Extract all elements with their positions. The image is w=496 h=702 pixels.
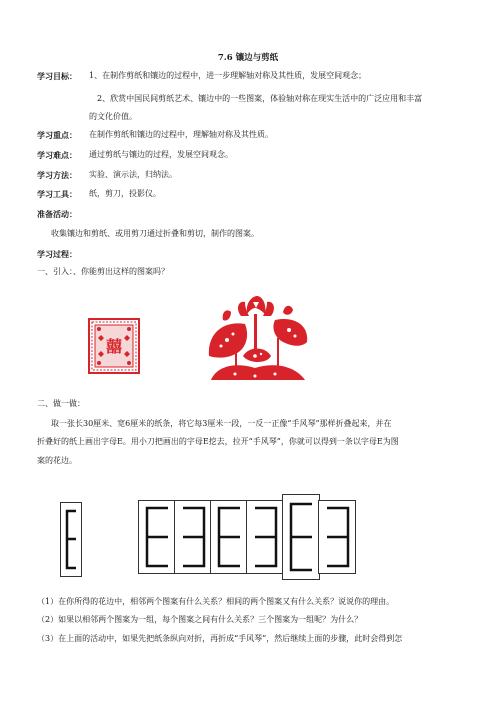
tools-text: 纸，剪刀，投影仪。 xyxy=(89,189,161,198)
activity-paragraph-line-1: 取一张长30厘米、宽6厘米的纸条，将它每3厘米一段，一反一正像“手风琴”那样折叠起来，并在 xyxy=(51,419,392,428)
objective-item-1: 1、在制作剪纸和镶边的过程中，进一步理解轴对称及其性质，发展空间观念； xyxy=(89,71,367,80)
e-pattern-shapes xyxy=(138,494,356,580)
objective-item-2-line-1: 2、欣赏中国民间剪纸艺术、镶边中的一些图案，体验轴对称在现实生活中的广泛应用和丰富 xyxy=(97,94,423,103)
objective-item-2-line-2: 的文化价值。 xyxy=(89,112,137,121)
svg-text:囍: 囍 xyxy=(105,337,123,356)
activity-paragraph-line-3: 案的花边。 xyxy=(37,456,77,465)
activity-heading: 二、做一做： xyxy=(37,399,85,408)
difficulties-label: 学习难点： xyxy=(37,150,77,160)
letter-e-shape xyxy=(61,503,81,576)
key-points-text: 在制作剪纸和镶边的过程中，理解轴对称及其性质。 xyxy=(89,130,273,139)
page-title: 7.6 镶边与剪纸 xyxy=(217,53,279,63)
double-happiness-paper-cut xyxy=(88,318,140,374)
preparation-text: 收集镶边和剪纸、或用剪刀通过折叠和剪切，制作的图案。 xyxy=(51,229,259,238)
question-3: （3）在上面的活动中，如果先把纸条纵向对折，再折成“手风琴”，然后继续上面的步骤，此时会得到怎 xyxy=(37,634,403,643)
key-points-label: 学习重点： xyxy=(37,130,77,140)
question-1: （1）在你所得的花边中，相邻两个图案有什么关系？相间的两个图案又有什么关系？说说你的理由。 xyxy=(37,597,395,606)
process-label: 学习过程： xyxy=(37,249,77,259)
tools-label: 学习工具： xyxy=(37,189,77,199)
methods-text: 实验、演示法，归纳法。 xyxy=(89,170,177,179)
activity-paragraph-line-2: 折叠好的纸上画出字母E。用小刀把画出的字母E挖去，拉开“手风琴”，你就可以得到一条以字母E为图 xyxy=(37,437,399,446)
methods-label: 学习方法： xyxy=(37,170,77,180)
e-border-strip xyxy=(138,494,356,580)
letter-e-panel xyxy=(60,502,82,577)
preparation-label: 准备活动： xyxy=(37,209,77,219)
objectives-label: 学习目标： xyxy=(37,71,77,81)
question-2: （2）如果以相邻两个图案为一组，每个图案之间有什么关系？三个图案为一组呢？为什么？ xyxy=(37,615,363,624)
difficulties-text: 通过剪纸与镶边的过程，发展空间观念。 xyxy=(89,150,233,159)
lotus-frog-paper-cut xyxy=(205,294,311,382)
intro-question: 一、引入：、你能剪出这样的图案吗？ xyxy=(37,267,169,276)
